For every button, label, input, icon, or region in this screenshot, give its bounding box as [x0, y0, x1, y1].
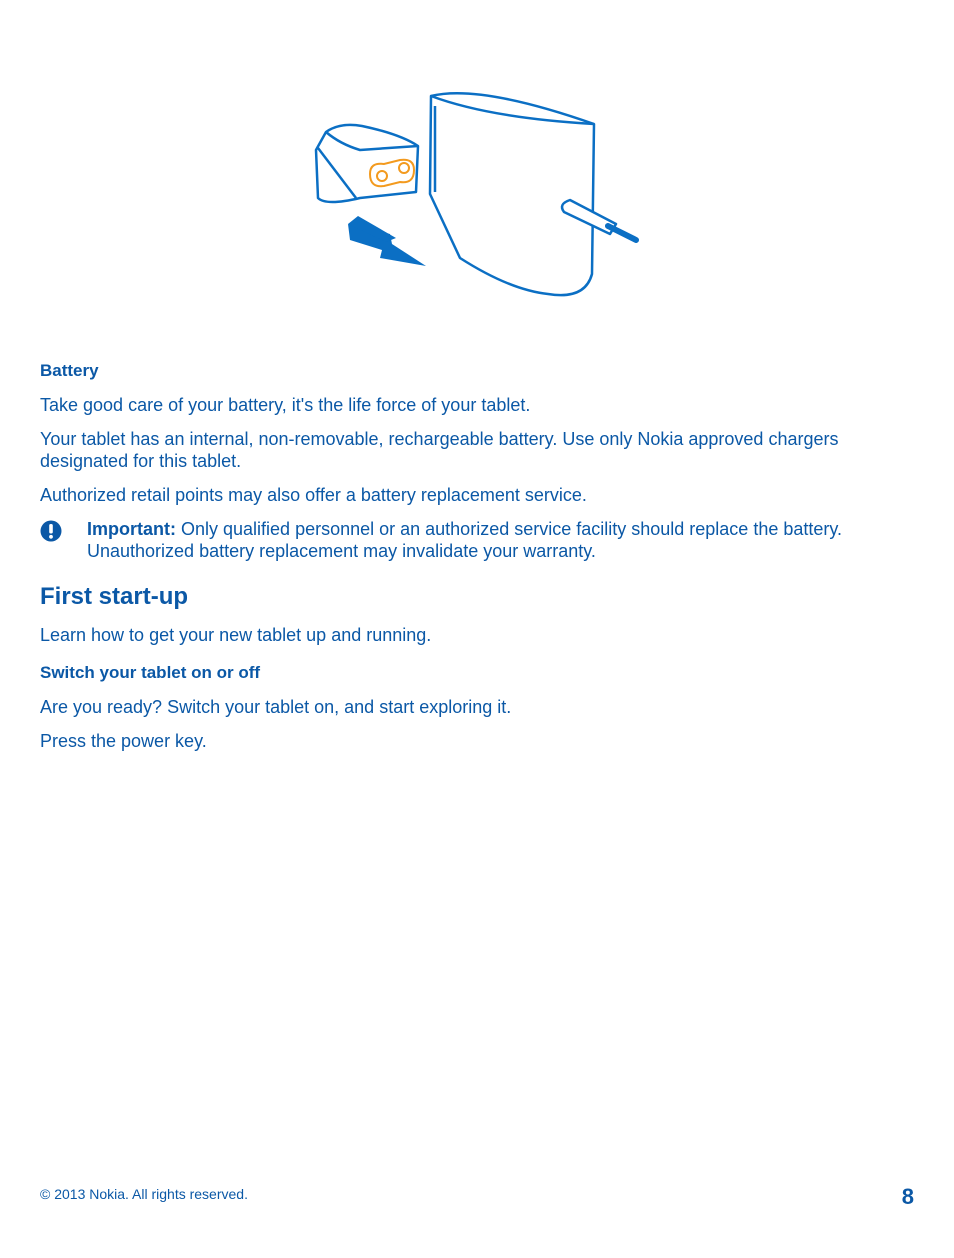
charger-body: [430, 93, 594, 295]
first-startup-intro: Learn how to get your new tablet up and running.: [40, 625, 432, 645]
main-content: [40, 358, 920, 764]
footer-copyright: © 2013 Nokia. All rights reserved.: [40, 1186, 248, 1202]
important-note: [40, 518, 920, 562]
battery-heading: Battery: [40, 361, 99, 380]
charger-illustration: [300, 88, 650, 303]
battery-para-1: Take good care of your battery, it's the life force of your tablet.: [40, 395, 531, 415]
battery-para-3: Authorized retail points may also offer a battery replacement service.: [40, 485, 587, 505]
battery-para-2: Your tablet has an internal, non-removable, rechargeable battery. Use only Nokia approved chargers designated for this tablet.: [40, 429, 839, 471]
double-arrow-icon: [348, 216, 426, 266]
important-text: Only qualified personnel or an authorized service facility should replace the battery. Unauthorized battery replacement may invalidate your warranty.: [87, 519, 843, 561]
switch-para-1: Are you ready? Switch your tablet on, and start exploring it.: [40, 697, 512, 717]
exclamation-icon: [40, 520, 62, 542]
important-label: Important:: [87, 519, 176, 539]
switch-on-off-heading: Switch your tablet on or off: [40, 663, 261, 682]
page-number: 8: [901, 1184, 914, 1209]
first-startup-heading: First start-up: [40, 583, 189, 610]
switch-para-2: Press the power key.: [40, 731, 207, 751]
